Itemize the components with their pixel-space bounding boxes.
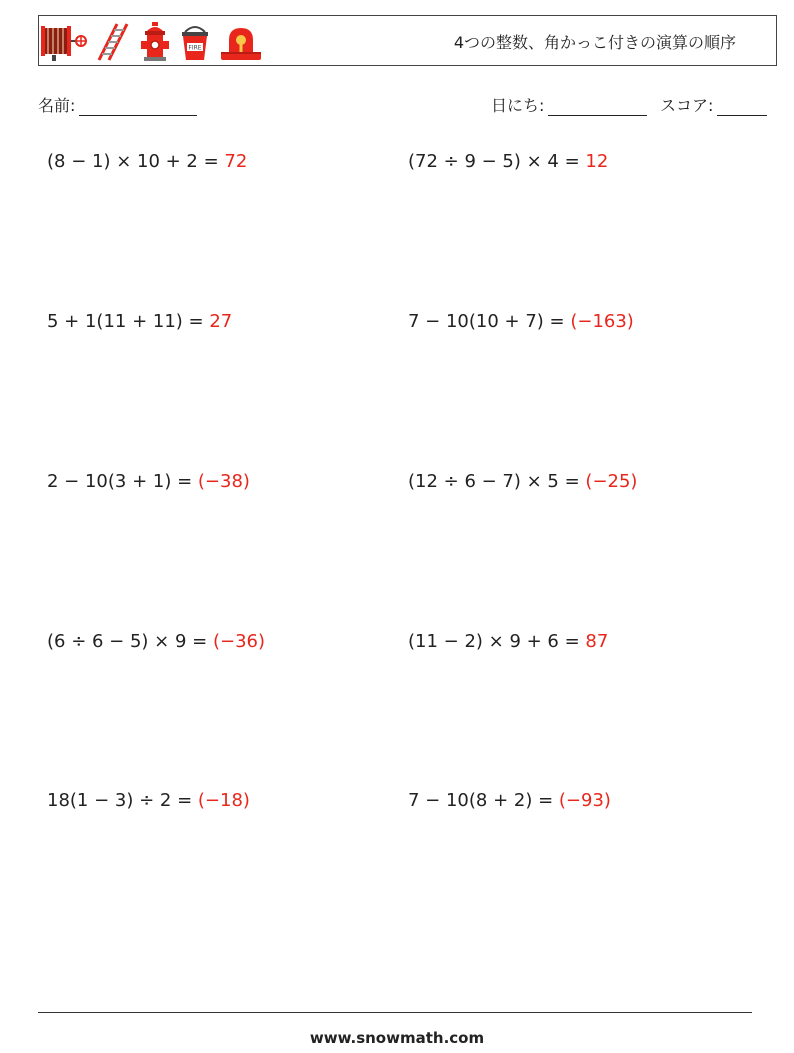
problem-6 bbox=[408, 471, 637, 492]
problem-9 bbox=[47, 790, 250, 811]
problem-question: 2 − 10(3 + 1) = bbox=[47, 471, 198, 492]
worksheet-title: 4つの整数、角かっこ付きの演算の順序 bbox=[453, 33, 736, 52]
problem-answer: 87 bbox=[585, 631, 609, 652]
score-label: スコア: bbox=[660, 96, 714, 115]
problem-question: (8 − 1) × 10 + 2 = bbox=[47, 151, 225, 172]
icon-strip bbox=[41, 19, 263, 65]
ladder-icon bbox=[95, 22, 131, 62]
problem-8 bbox=[408, 631, 608, 652]
fire-bucket-icon bbox=[179, 22, 211, 62]
date-field bbox=[491, 93, 647, 116]
name-blank[interactable] bbox=[79, 99, 197, 116]
problem-answer: (−93) bbox=[558, 790, 611, 811]
fire-hose-reel-icon bbox=[41, 22, 87, 62]
problem-answer: (−25) bbox=[585, 471, 638, 492]
problem-question: 7 − 10(8 + 2) = bbox=[408, 790, 559, 811]
problem-5 bbox=[47, 471, 250, 492]
problem-question: 5 + 1(11 + 11) = bbox=[47, 311, 210, 332]
problem-answer: 12 bbox=[585, 151, 609, 172]
problem-question: 18(1 − 3) ÷ 2 = bbox=[47, 790, 198, 811]
problem-answer: (−163) bbox=[570, 311, 634, 332]
name-label: 名前: bbox=[38, 96, 76, 115]
score-blank[interactable] bbox=[717, 99, 767, 116]
problem-answer: (−38) bbox=[197, 471, 250, 492]
date-label: 日にち: bbox=[491, 96, 545, 115]
problem-question: (12 ÷ 6 − 7) × 5 = bbox=[408, 471, 586, 492]
problem-1 bbox=[47, 151, 247, 172]
problem-2 bbox=[408, 151, 608, 172]
header-box bbox=[38, 15, 777, 66]
name-field bbox=[38, 93, 197, 116]
footer-site-link[interactable]: www.snowmath.com bbox=[309, 1029, 485, 1047]
siren-light-icon bbox=[219, 22, 263, 62]
problem-question: (11 − 2) × 9 + 6 = bbox=[408, 631, 586, 652]
footer-divider bbox=[38, 1012, 752, 1013]
problem-answer: (−18) bbox=[197, 790, 250, 811]
svg-text:FIRE: FIRE bbox=[188, 44, 202, 52]
problem-3 bbox=[47, 311, 232, 332]
score-field bbox=[660, 93, 767, 116]
problem-4 bbox=[408, 311, 634, 332]
problem-answer: (−36) bbox=[212, 631, 265, 652]
problem-question: (72 ÷ 9 − 5) × 4 = bbox=[408, 151, 586, 172]
problem-question: 7 − 10(10 + 7) = bbox=[408, 311, 571, 332]
problem-10 bbox=[408, 790, 611, 811]
problem-7 bbox=[47, 631, 265, 652]
problem-answer: 72 bbox=[224, 151, 248, 172]
fire-hydrant-icon bbox=[139, 21, 171, 63]
problem-question: (6 ÷ 6 − 5) × 9 = bbox=[47, 631, 213, 652]
date-blank[interactable] bbox=[548, 99, 647, 116]
problem-answer: 27 bbox=[209, 311, 233, 332]
